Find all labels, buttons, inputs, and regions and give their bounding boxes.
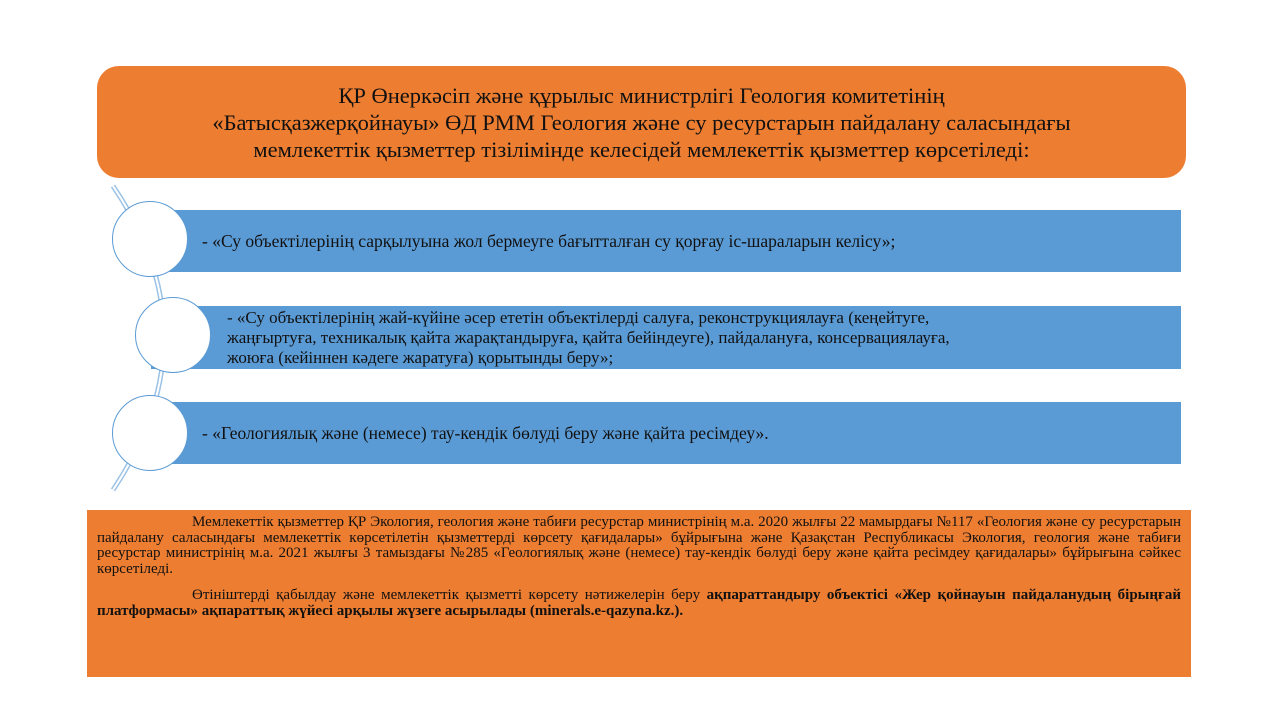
service-text: жоюға (кейіннен кәдеге жаратуға) қорытынды беру»; (227, 347, 614, 367)
footer-paragraph-1: Мемлекеттік қызметтер ҚР Экология, геология және табиғи ресурстар министрінің м.а. 2020 жылғы 22 мамырдағы №117 «Геология және су ресурстарын пайдалану саласындағы мемлекеттік көрсетілетін қызметтерді көрсету қағидалары» бұйрығына және Қазақстан Республикасы Экология, геология және табиғи ресурстар министрінің м.а. 2021 жылғы 3 тамыздағы №285 «Геологиялық және (немесе) тау-кендік бөлуді беру және қайта ресімдеу қағидалары» бұйрығына сәйкес көрсетіледі. (97, 514, 1181, 577)
service-text: - «Су объектілерінің сарқылуына жол бермеуге бағытталған су қорғау іс-шараларын келісу»; (202, 230, 896, 251)
header-line-3: мемлекеттік қызметтер тізілімінде келесідей мемлекеттік қызметтер көрсетіледі: (253, 136, 1030, 162)
footer-note (87, 510, 1191, 677)
bullet-circle (112, 201, 188, 277)
header-line-2: «Батысқазжерқойнауы» ӨД РММ Геология және су ресурстарын пайдалану саласындағы (212, 109, 1071, 135)
footer-paragraph-2-text: Өтініштерді қабылдау және мемлекеттік қызметті көрсету нәтижелерін беру (192, 587, 707, 603)
header-line-1: ҚР Өнеркәсіп және құрылыс министрлігі Геология комитетінің (338, 82, 945, 108)
bullet-circle (135, 297, 211, 373)
service-text: жаңғыртуға, техникалық қайта жарақтандыруға, қайта бейіндеуге), пайдалануға, консервациялауға, (227, 327, 950, 347)
service-item (151, 210, 1181, 272)
service-item (151, 402, 1181, 464)
footer-paragraph-2 (97, 588, 1181, 619)
footer-paragraph-2-bold: ақпараттандыру объектісі «Жер қойнауын пайдаланудың бірыңғай платформасы» ақпараттық жүйесі арқылы жүзеге асырылады (minerals.e-qazyna.kz.). (97, 587, 1181, 619)
service-text: - «Су объектілерінің жай-күйіне әсер ететін объектілерді салуға, реконструкциялауға (кеңейтуге, (227, 307, 930, 327)
header-banner (97, 66, 1186, 178)
service-text: - «Геологиялық және (немесе) тау-кендік бөлуді беру және қайта ресімдеу». (202, 422, 769, 443)
service-item (151, 306, 1181, 369)
bullet-circle (112, 395, 188, 471)
